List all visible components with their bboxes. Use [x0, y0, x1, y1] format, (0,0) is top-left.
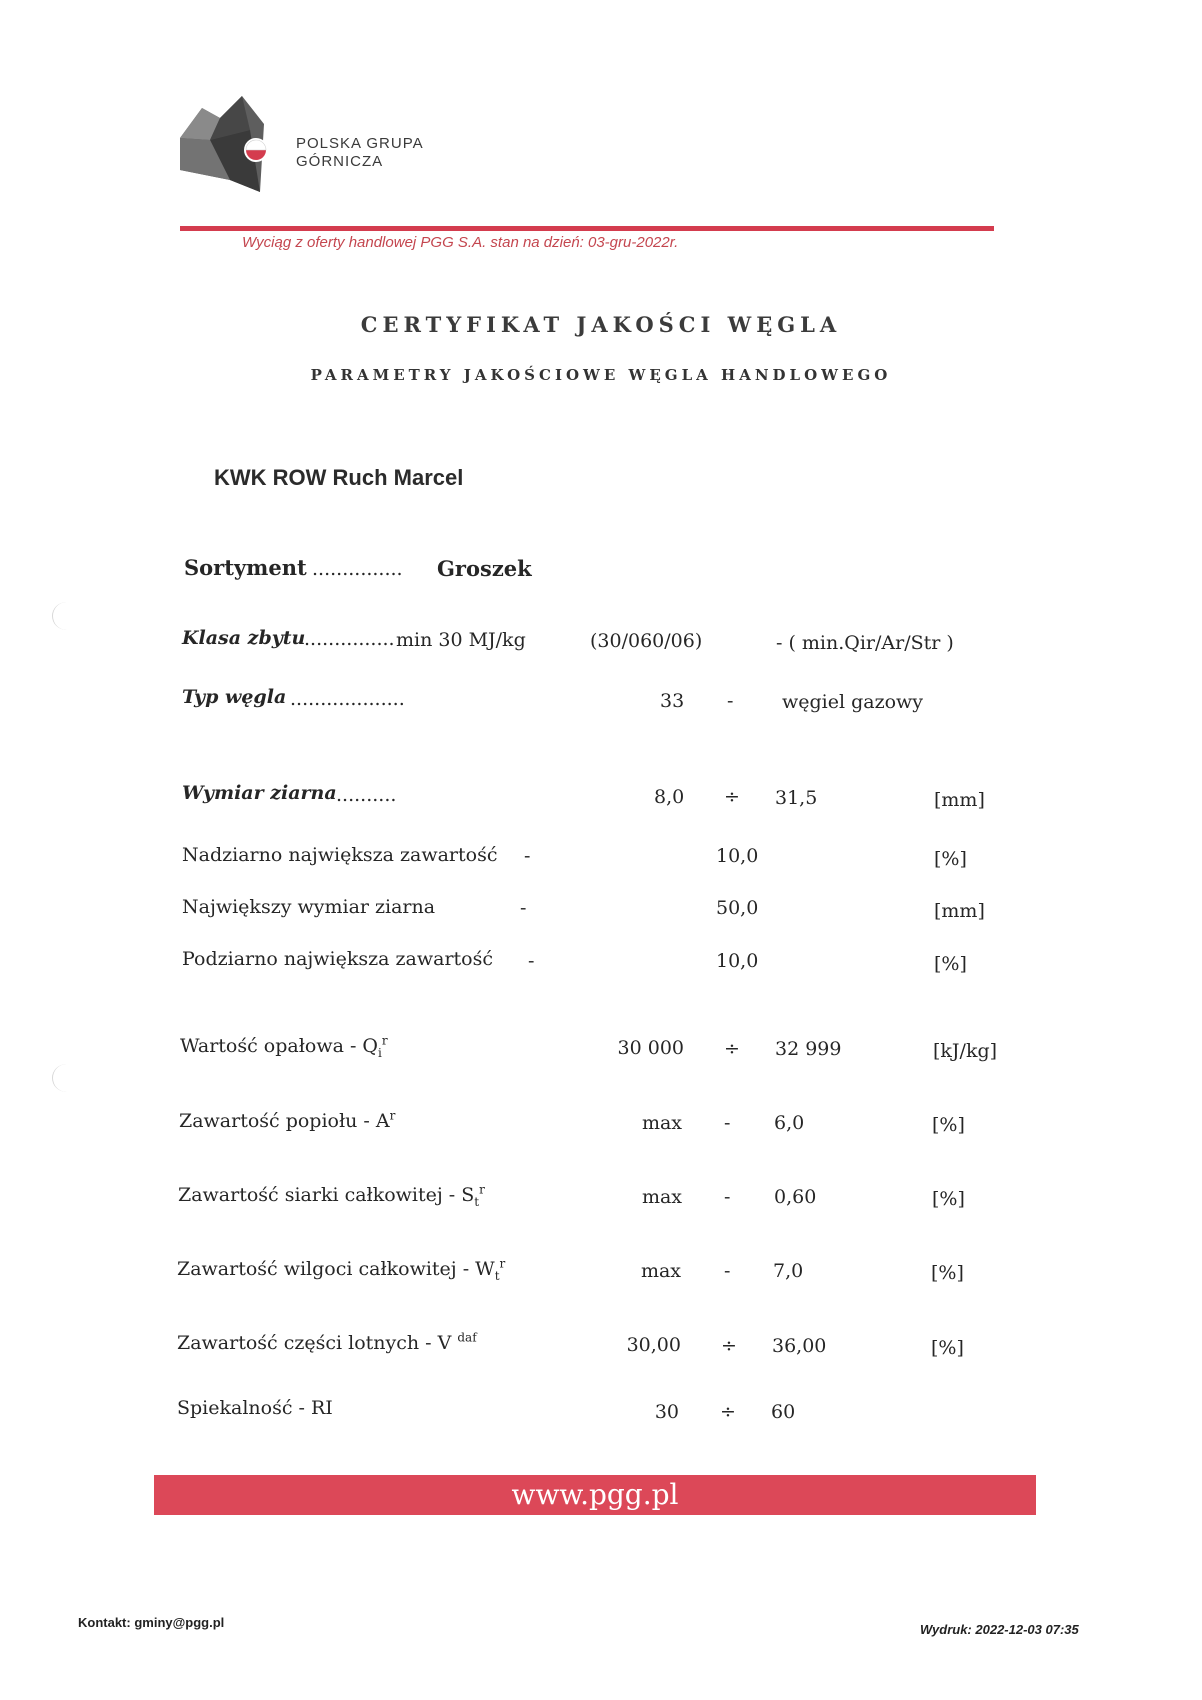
logo-line-2: GÓRNICZA — [296, 153, 384, 170]
wymiar-label: Wymiar ziarna — [182, 782, 337, 804]
klasa-value: min 30 MJ/kg — [396, 629, 526, 651]
size-param-label: Podziarno największa zawartość — [182, 948, 493, 970]
quality-param-separator: ÷ — [720, 1401, 736, 1423]
quality-param-superscript: r — [499, 1256, 506, 1271]
quality-param-min: 30 — [654, 1401, 679, 1423]
typ-label: Typ węgla — [182, 686, 287, 708]
quality-param-subscript: t — [474, 1194, 480, 1209]
quality-param-subscript: i — [378, 1045, 382, 1060]
quality-param-unit: [%] — [932, 1114, 965, 1136]
quality-param-superscript: r — [479, 1182, 485, 1197]
quality-param-max: 32 999 — [775, 1038, 842, 1060]
quality-param-max: 36,00 — [772, 1335, 827, 1357]
size-param-unit: [mm] — [934, 900, 985, 922]
quality-param-superscript: r — [381, 1033, 388, 1048]
quality-param-separator: ÷ — [724, 1038, 740, 1060]
quality-param-name: Zawartość części lotnych - V — [177, 1332, 458, 1354]
size-param-unit: [%] — [934, 953, 967, 975]
quality-param-subscript: t — [494, 1268, 500, 1283]
size-param-value: 10,0 — [716, 950, 759, 972]
quality-param-separator: ÷ — [721, 1335, 737, 1357]
wymiar-unit: [mm] — [934, 789, 985, 811]
quality-param-name: Zawartość wilgoci całkowitej - W — [177, 1258, 495, 1280]
sortyment-value: Groszek — [437, 556, 532, 581]
punch-hole-mark — [52, 602, 81, 630]
logo-wordmark — [296, 135, 424, 171]
klasa-label: Klasa zbytu — [182, 627, 306, 649]
quality-param-max: 60 — [771, 1401, 796, 1423]
quality-param-min: 30 000 — [617, 1037, 684, 1059]
size-param-unit: [%] — [934, 848, 967, 870]
punch-hole-mark — [52, 1064, 81, 1092]
typ-dash: - — [727, 690, 734, 712]
quality-param-superscript: daf — [457, 1330, 477, 1345]
quality-param-unit: [%] — [932, 1188, 965, 1210]
quality-param-min: 30,00 — [626, 1334, 681, 1356]
quality-param-label — [177, 1397, 333, 1419]
certificate-title: CERTYFIKAT JAKOŚCI WĘGLA — [360, 312, 842, 337]
size-param-dash: - — [528, 950, 535, 972]
size-param-value: 50,0 — [716, 897, 759, 919]
typ-number: 33 — [660, 690, 685, 712]
wymiar-separator: ÷ — [724, 786, 740, 808]
header-divider — [180, 226, 994, 231]
quality-param-label — [177, 1332, 477, 1354]
klasa-code: (30/060/06) — [590, 630, 703, 652]
pgg-logo-icon — [180, 96, 280, 192]
quality-param-max: 6,0 — [774, 1112, 805, 1134]
sortyment-dots: ............... — [312, 558, 403, 580]
quality-param-label — [177, 1256, 506, 1283]
klasa-dots: ............... — [304, 628, 395, 650]
wymiar-dots: .......... — [336, 784, 397, 806]
offer-extract-line: Wyciąg z oferty handlowej PGG S.A. stan na dzień: 03-gru-2022r. — [242, 234, 679, 251]
quality-param-separator: - — [724, 1186, 731, 1208]
quality-param-max: 0,60 — [774, 1186, 817, 1208]
klasa-note: - ( min.Qir/Ar/Str ) — [776, 632, 954, 654]
size-param-dash: - — [524, 845, 531, 867]
quality-param-label — [180, 1033, 388, 1060]
quality-param-unit: [kJ/kg] — [933, 1040, 998, 1062]
size-param-dash: - — [520, 897, 527, 919]
quality-param-label — [178, 1182, 485, 1209]
certificate-subtitle: PARAMETRY JAKOŚCIOWE WĘGLA HANDLOWEGO — [310, 366, 892, 384]
quality-param-unit: [%] — [931, 1262, 964, 1284]
wymiar-to: 31,5 — [775, 787, 818, 809]
sortyment-label: Sortyment — [184, 555, 307, 580]
contact-email: Kontakt: gminy@pgg.pl — [78, 1615, 225, 1630]
quality-param-label — [179, 1110, 395, 1132]
quality-param-name: Wartość opałowa - Q — [180, 1035, 378, 1057]
quality-param-name: Zawartość siarki całkowitej - S — [178, 1184, 475, 1206]
size-param-label: Największy wymiar ziarna — [182, 896, 436, 918]
typ-dots: ................... — [290, 688, 405, 710]
quality-param-name: Spiekalność - RI — [177, 1397, 333, 1419]
quality-param-separator: - — [724, 1260, 731, 1282]
size-param-value: 10,0 — [716, 845, 759, 867]
logo-line-1: POLSKA GRUPA — [296, 135, 424, 152]
wymiar-from: 8,0 — [654, 786, 685, 808]
mine-name: KWK ROW Ruch Marcel — [214, 465, 464, 490]
print-timestamp: Wydruk: 2022-12-03 07:35 — [920, 1622, 1079, 1637]
quality-param-min: max — [641, 1186, 682, 1208]
size-param-label: Nadziarno największa zawartość — [182, 844, 498, 866]
quality-param-name: Zawartość popiołu - A — [179, 1110, 390, 1132]
quality-param-superscript: r — [389, 1108, 396, 1123]
quality-param-unit: [%] — [931, 1337, 964, 1359]
quality-param-separator: - — [724, 1112, 731, 1134]
quality-param-min: max — [640, 1260, 681, 1282]
quality-param-min: max — [641, 1112, 682, 1134]
typ-name: węgiel gazowy — [782, 691, 924, 713]
website-link[interactable]: www.pgg.pl — [511, 1478, 679, 1511]
quality-param-max: 7,0 — [773, 1260, 804, 1282]
